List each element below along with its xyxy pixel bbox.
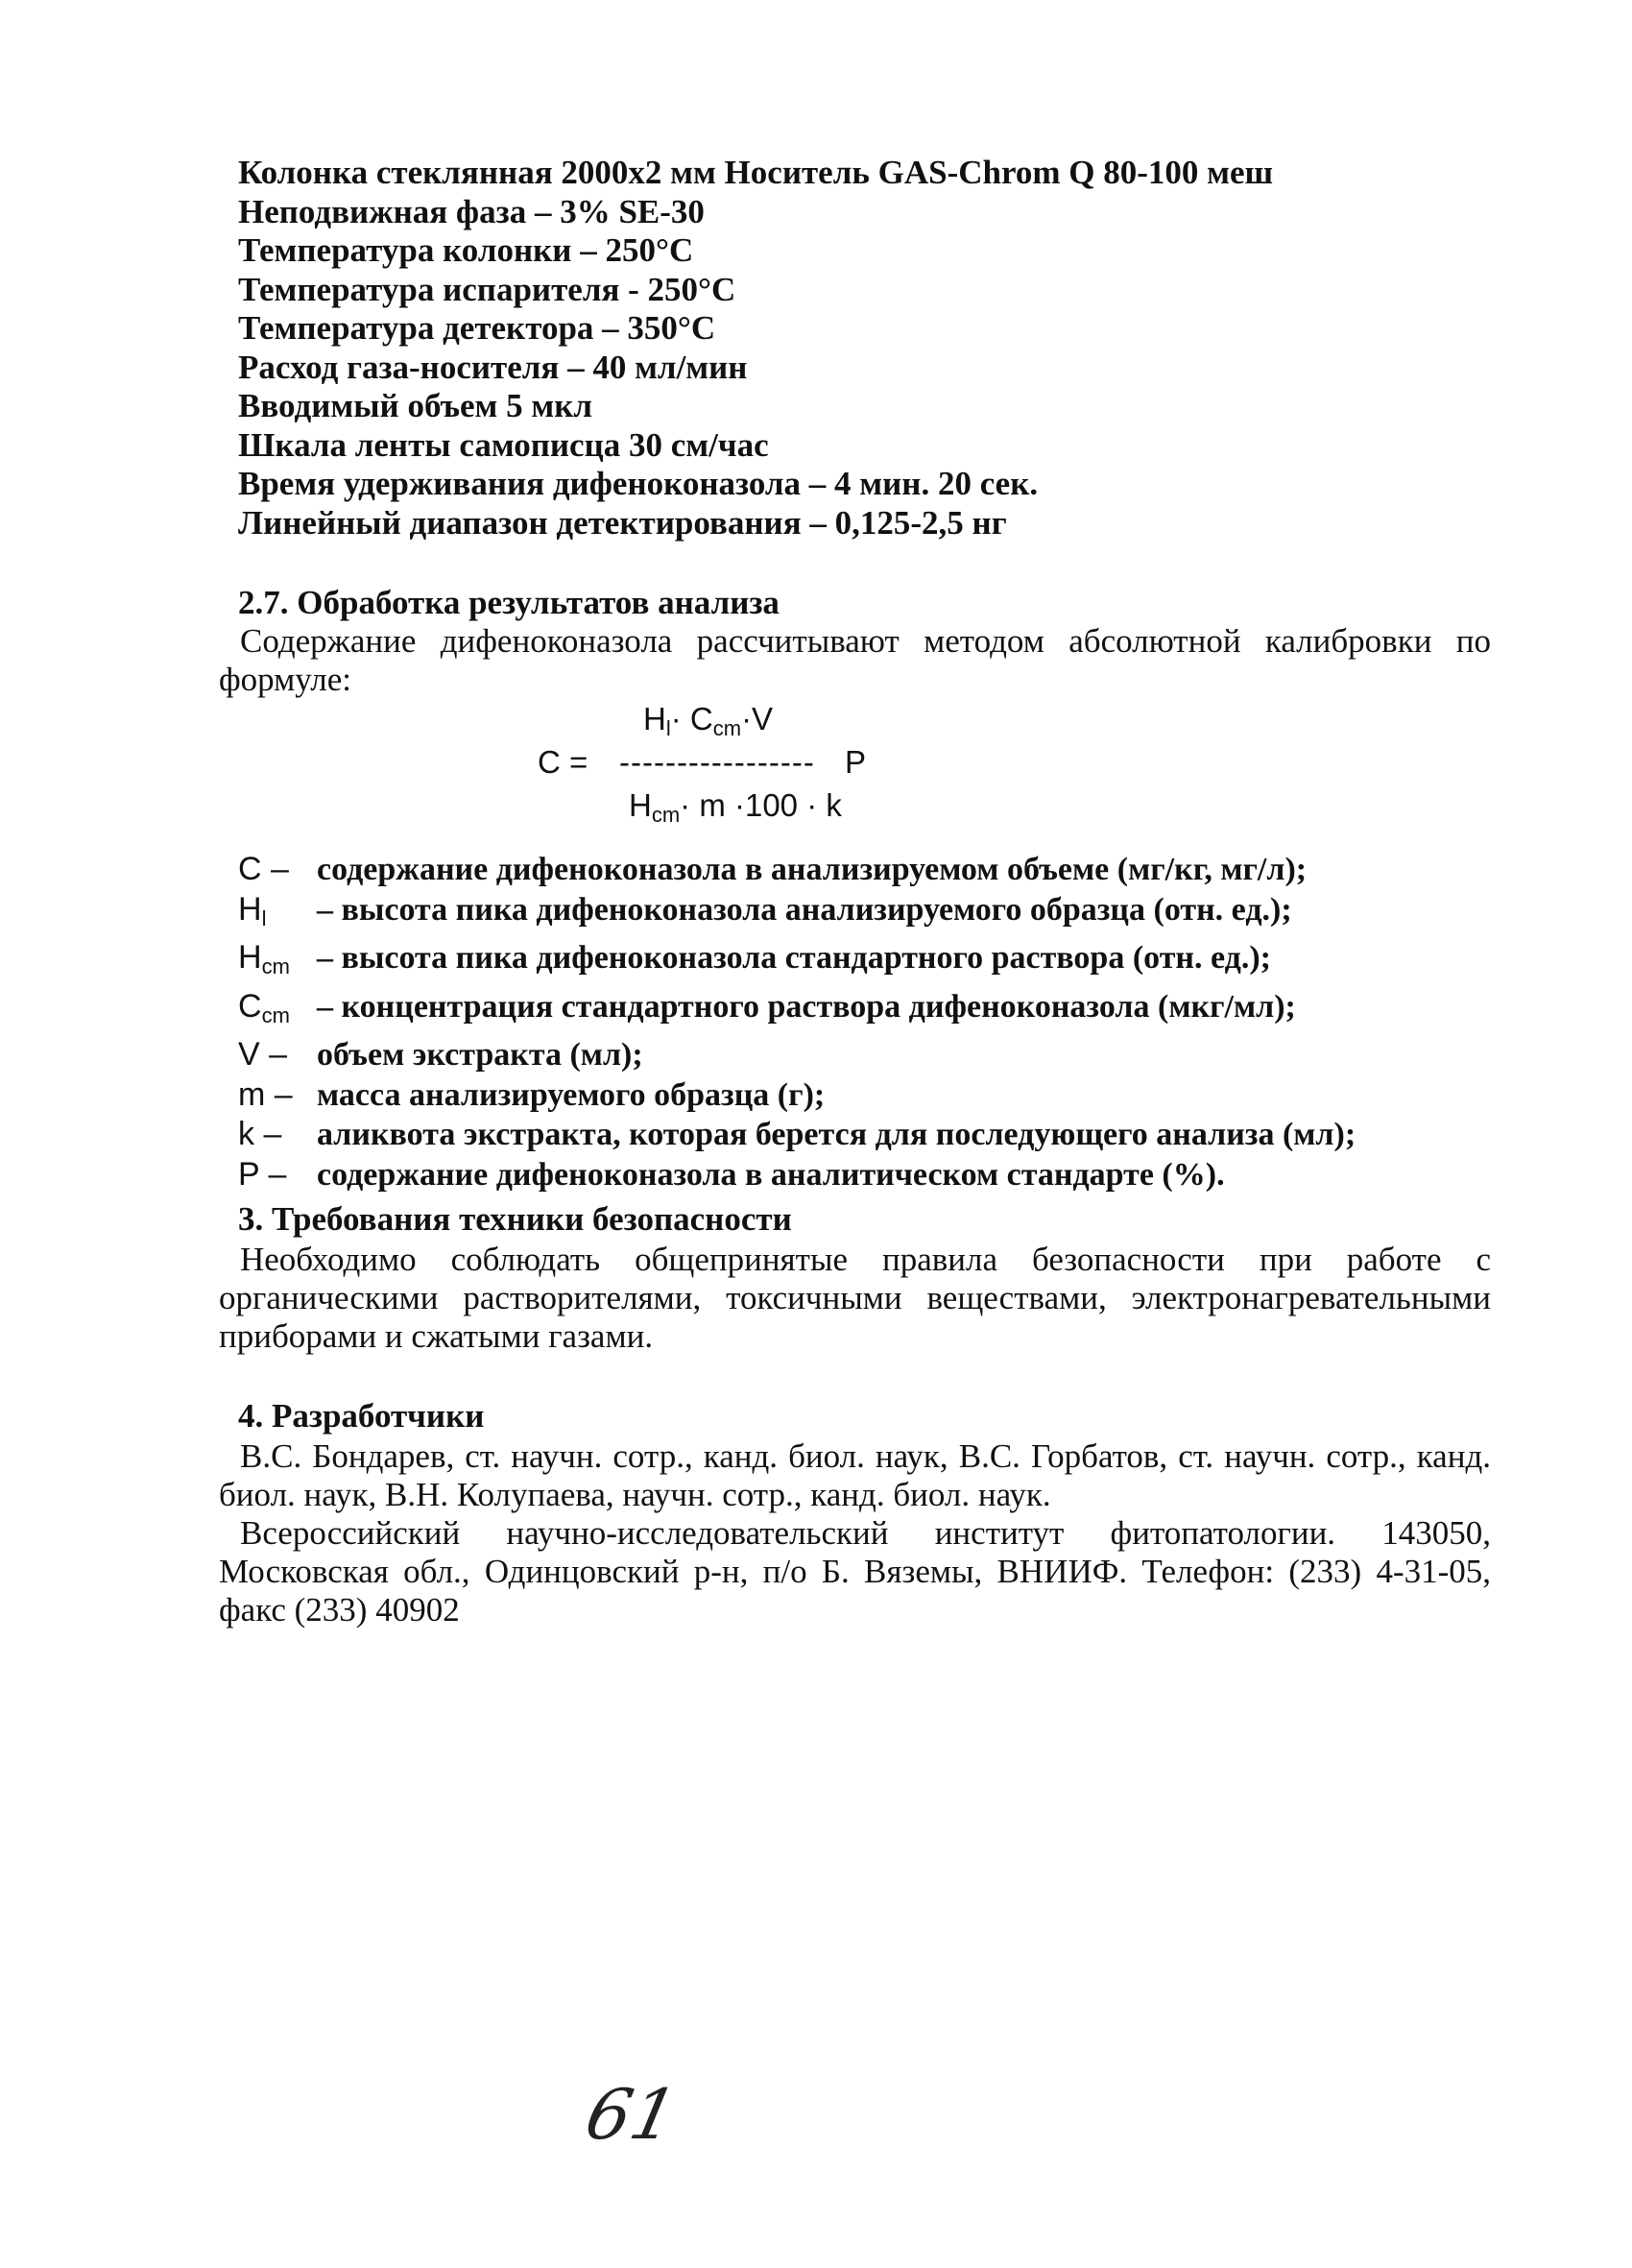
developers-text: В.С. Бондарев, ст. научн. сотр., канд. биол. наук, В.С. Горбатов, ст. научн. сотр., канд. биол. наук, В.Н. Колупаева, научн. сотр., канд. биол. наук.: [219, 1437, 1491, 1513]
section-heading-safety: 3. Требования техники безопасности: [238, 1200, 792, 1238]
section-heading-results: 2.7. Обработка результатов анализа: [238, 584, 780, 621]
legend-row: $C_{cm}$ – концентрация стандартного раствора дифеноконазола (мкг/мл);: [238, 987, 1296, 1027]
conditions-list: [238, 154, 1273, 543]
condition-line: Шкала ленты самописца 30 см/час: [238, 425, 769, 464]
legend-row: k – аликвота экстракта, которая берется для последующего анализа (мл);: [238, 1116, 1356, 1152]
condition-line: Неподвижная фаза – 3% SE-30: [238, 192, 705, 230]
calculation-formula: [538, 691, 941, 826]
page-number: 61: [579, 2074, 684, 2155]
section-heading-developers: 4. Разработчики: [238, 1397, 485, 1435]
section-text-safety: Необходимо соблюдать общепринятые правила безопасности при работе с органическими растворителями, токсичными веществами, электронагревательными приборами и сжатыми газами.: [219, 1241, 1491, 1355]
condition-line: Колонка стеклянная 2000х2 мм Носитель GAS-Chrom Q 80-100 меш: [238, 154, 1274, 191]
formula-fraction-line: -----------------: [619, 744, 815, 780]
condition-line: Температура детектора – 350°С: [238, 309, 716, 347]
legend-row: C – содержание дифеноконазола в анализируемом объеме (мг/кг, мг/л);: [238, 851, 1308, 887]
legend-row: m – масса анализируемого образца (г);: [238, 1075, 826, 1113]
condition-line: Вводимый объем 5 мкл: [238, 387, 593, 424]
condition-line: Температура испарителя - 250°С: [238, 270, 736, 308]
legend-row: $H_l$ – высота пика дифеноконазола анализируемого образца (отн. ед.);: [238, 890, 1292, 930]
formula-factor: P: [845, 744, 867, 780]
institute-text: Всероссийский научно-исследовательский институт фитопатологии. 143050, Московская обл., Одинцовский р-н, п/о Б. Вяземы, ВНИИФ. Телефон: (233) 4-31-05, факс (233) 40902: [219, 1514, 1491, 1629]
condition-line: Время удерживания дифеноконазола – 4 мин. 20 сек.: [238, 465, 1039, 502]
legend-row: V – объем экстракта (мл);: [238, 1036, 643, 1073]
condition-line: Расход газа-носителя – 40 мл/мин: [238, 348, 748, 386]
legend-row: P – содержание дифеноконазола в аналитическом стандарте (%).: [238, 1155, 1225, 1193]
condition-line: Линейный диапазон детектирования – 0,125-2,5 нг: [238, 503, 1007, 542]
legend-row: $H_{cm}$ – высота пика дифеноконазола стандартного раствора (отн. ед.);: [238, 939, 1271, 978]
condition-line: Температура колонки – 250°С: [238, 231, 694, 269]
formula-lhs: C =: [538, 744, 588, 780]
formula-numerator: $H_l\cdot C_{cm}\cdot V$: [643, 701, 774, 740]
section-text-results: Содержание дифеноконазола рассчитывают методом абсолютной калибровки по формуле:: [219, 622, 1491, 698]
formula-legend: [238, 850, 1356, 1194]
formula-denominator: $H_{cm}\cdot m \cdot 100 \cdot k$: [629, 787, 842, 827]
